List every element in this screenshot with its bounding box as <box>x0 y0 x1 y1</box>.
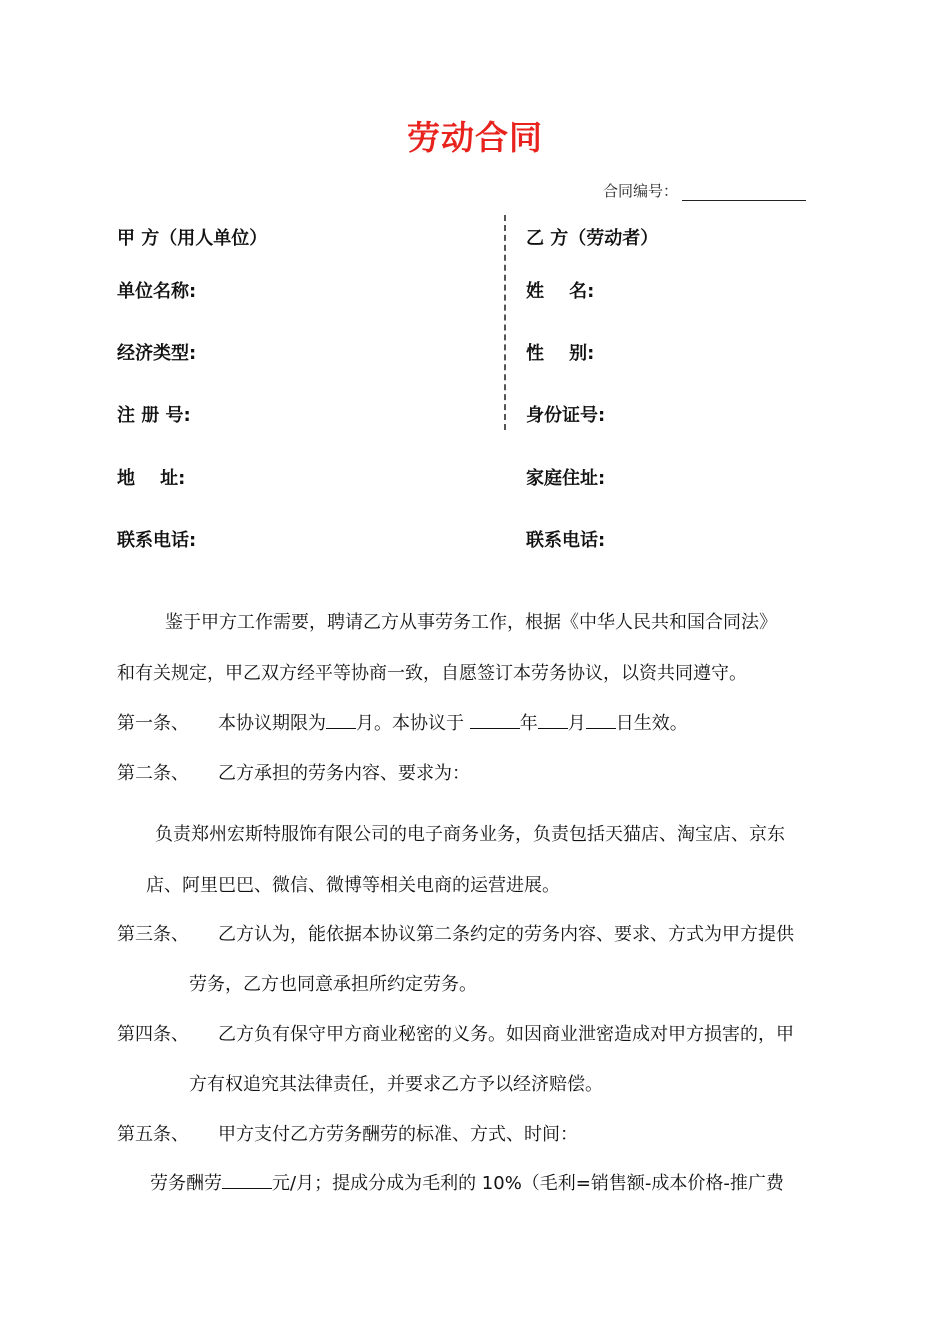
intro-line-2: 和有关规定，甲乙双方经平等协商一致，自愿签订本劳务协议，以资共同遵守。 <box>117 663 747 684</box>
article-1-text <box>218 709 688 735</box>
term-months-blank[interactable] <box>326 710 356 729</box>
party-divider <box>504 215 506 430</box>
article-2-detail-1: 负责郑州宏斯特服饰有限公司的电子商务业务，负责包括天猫店、淘宝店、京东 <box>155 824 785 845</box>
party-a-address: 地 址: <box>117 468 186 489</box>
party-a-registration-no: 注 册 号: <box>117 405 191 426</box>
article-3-line-1: 乙方认为，能依据本协议第二条约定的劳务内容、要求、方式为甲方提供 <box>218 924 794 945</box>
pay-terms: 元/月；提成分成为毛利的 10%（毛利=销售额-成本价格-推广费 <box>272 1173 784 1194</box>
article-5-pay-line <box>150 1169 784 1195</box>
effective-month-blank[interactable] <box>538 710 568 729</box>
article-1-effective-text: 月。本协议于 <box>356 713 464 734</box>
party-a-economic-type: 经济类型: <box>117 343 197 364</box>
article-2-text: 乙方承担的劳务内容、要求为： <box>218 763 470 784</box>
article-5-label: 第五条、 <box>117 1124 189 1145</box>
document-title: 劳动合同 <box>407 118 543 157</box>
monthly-pay-blank[interactable] <box>222 1170 272 1189</box>
article-2-label: 第二条、 <box>117 763 189 784</box>
party-a-header: 甲 方（用人单位） <box>117 228 268 249</box>
party-b-home-address: 家庭住址: <box>526 468 606 489</box>
year-label: 年 <box>519 713 538 734</box>
article-1-label: 第一条、 <box>117 713 189 734</box>
article-5-text: 甲方支付乙方劳务酬劳的标准、方式、时间： <box>218 1124 578 1145</box>
article-3-label: 第三条、 <box>117 924 189 945</box>
contract-number <box>603 180 806 201</box>
party-b-id-number: 身份证号: <box>526 405 606 426</box>
article-1-term-text: 本协议期限为 <box>218 713 326 734</box>
article-4-label: 第四条、 <box>117 1024 189 1045</box>
intro-line-1: 鉴于甲方工作需要，聘请乙方从事劳务工作，根据《中华人民共和国合同法》 <box>165 612 777 633</box>
party-b-name: 姓 名: <box>526 281 595 302</box>
contract-number-label: 合同编号： <box>603 182 679 200</box>
month-label: 月 <box>567 713 586 734</box>
day-label: 日生效。 <box>615 713 688 734</box>
article-4-line-1: 乙方负有保守甲方商业秘密的义务。如因商业泄密造成对甲方损害的，甲 <box>218 1024 794 1045</box>
party-a-company-name: 单位名称: <box>117 281 197 302</box>
party-b-phone: 联系电话: <box>526 530 606 551</box>
contract-number-blank[interactable] <box>682 186 806 201</box>
pay-label: 劳务酬劳 <box>150 1173 222 1194</box>
article-4-line-2: 方有权追究其法律责任，并要求乙方予以经济赔偿。 <box>189 1074 603 1095</box>
effective-day-blank[interactable] <box>586 710 616 729</box>
effective-year-blank[interactable] <box>470 710 520 729</box>
article-3-line-2: 劳务，乙方也同意承担所约定劳务。 <box>189 974 477 995</box>
party-a-phone: 联系电话: <box>117 530 197 551</box>
article-2-detail-2: 店、阿里巴巴、微信、微博等相关电商的运营进展。 <box>146 875 560 896</box>
party-b-gender: 性 别: <box>526 343 595 364</box>
party-b-header: 乙 方（劳动者） <box>526 228 659 249</box>
